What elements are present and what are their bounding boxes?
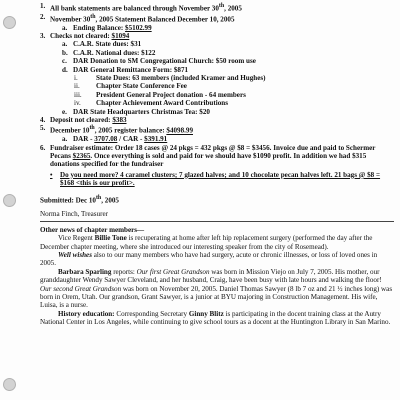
- news-paragraph-2: Well wishes also to our many members who have had surgery, acute or chronic illnesses, or loss of loved ones in 2005.: [40, 251, 378, 268]
- punch-hole: [3, 194, 16, 207]
- fundraiser-bullet: • Do you need more? 4 caramel clusters; 7 glazed halves; and 10 chocolate pecan halves left. 21 bags @ $8 = $168 <this is our profit>.: [50, 170, 381, 188]
- item-text: All bank statements are balanced through November 30th, 2005: [50, 3, 242, 13]
- item-number: 1.: [40, 2, 46, 10]
- report-subitem-5a: a. DAR - 3707.08 / CAR - $391.91: [62, 135, 168, 144]
- item-number: 3.: [40, 31, 46, 40]
- report-item-1: [40, 2, 394, 13]
- item-text: November 30th, 2005 Statement Balanced December 10, 2005: [50, 13, 235, 24]
- report-item-3: 3. Checks not cleared: $1094: [40, 31, 130, 40]
- treasurer-report-page: [40, 2, 394, 398]
- report-subitem-3d-ii: ii. Chapter State Conference Fee: [74, 82, 187, 91]
- report-subitem-3d-i: i. State Dues: 63 members (included Kramer and Hughes): [74, 73, 266, 82]
- report-subitem-3d-iv: iv. Chapter Achievement Award Contributions: [74, 99, 228, 108]
- punch-hole: [3, 378, 16, 391]
- bullet-icon: •: [50, 170, 53, 179]
- binder-holes: [0, 0, 30, 400]
- report-item-2: [40, 13, 394, 24]
- news-paragraph-3: Barbara Sparling reports: Our first Great Grandson was born in Mission Viejo on July 7, 2005. His mother, our granddaughter Wendy Sawyer Cleveland, and her husband, Craig, have been busy with late hours and walking the floor! Our second Great Grandson was born on November 20, 2005. Daniel Thomas Sawyer (8 lb 7 oz and 21 ½ inches long) was born in Orem, Utah. Our grandson, Grant Sawyer, is a junior at BYU majoring in Construction Management. His wife, Luisa, is a nurse.: [40, 267, 393, 310]
- register-balance-amount: $4098.99: [166, 126, 193, 135]
- item-number: 6.: [40, 143, 46, 152]
- report-subitem-3a: a. C.A.R. State dues: $31: [62, 40, 142, 49]
- deposit-not-cleared-amount: $383: [112, 116, 127, 124]
- news-paragraph-4: History education: Corresponding Secretary Ginny Blitz is participating in the docent training class at the Autry National Center in Los Angeles, while continuing to give school tours as a docent at the Huntington Library in San Marino.: [40, 309, 391, 327]
- treasurer-signature: Norma Finch, Treasurer: [40, 210, 108, 219]
- report-subitem-3d: d. DAR General Remittance Form: $871: [62, 65, 189, 74]
- report-item-5: 5. December 10th, 2005 register balance: $4098.99: [40, 124, 193, 135]
- report-subitem-3d-iii: iii. President General Project donation - 64 members: [74, 90, 246, 99]
- item-number: 2.: [40, 12, 46, 21]
- news-heading: Other news of chapter members—: [40, 225, 145, 234]
- report-subitem-3c: c. DAR Donation to SM Congregational Church: $50 room use: [62, 57, 256, 66]
- punch-hole: [3, 16, 16, 29]
- news-paragraph-1: Vice Regent Billie Tone is recuperating at home after left hip replacement surgery (performed the day after the December chapter meeting, where she introduced our interesting speaker from the city of Rosemead).: [40, 234, 373, 251]
- report-subitem-3b: b. C.A.R. National dues: $122: [62, 48, 156, 57]
- report-subitem-3e: e. DAR State Headquarters Christmas Tea: $20: [62, 107, 210, 116]
- report-item-4: 4. Deposit not cleared: $383: [40, 116, 127, 124]
- divider: [40, 221, 394, 222]
- submitted-date: Submitted: Dec 10th, 2005: [40, 194, 119, 204]
- report-subitem-2a: a. Ending Balance: $5102.99: [62, 23, 152, 32]
- item-number: 5.: [40, 124, 46, 133]
- report-item-6: 6. Fundraiser estimate: Order 18 cases @ 24 pkgs = 432 pkgs @ $8 = $3456. Invoice due and paid to Schermer Pecans $2365. Once everything is sold and paid for we should have $1090 profit. In addition we had $315 donations specified for the fundraiser: [40, 143, 376, 169]
- ending-balance-amount: $5102.99: [125, 23, 152, 32]
- checks-not-cleared-amount: $1094: [111, 31, 130, 40]
- item-number: 4.: [40, 116, 46, 124]
